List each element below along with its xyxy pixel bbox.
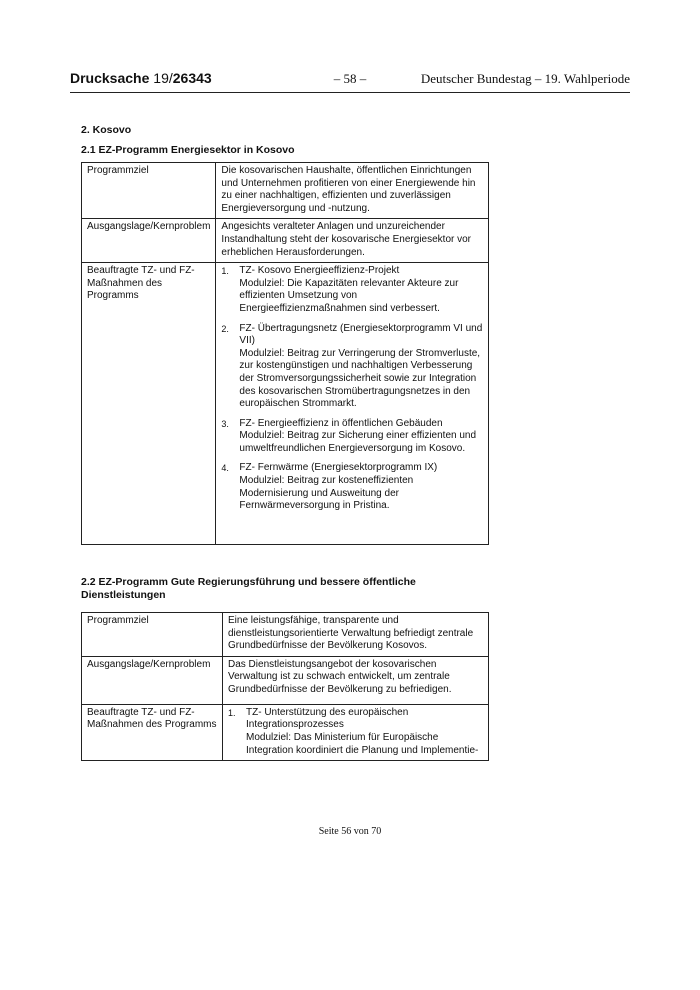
row-label: Ausgangslage/Kernproblem (82, 656, 223, 704)
row-text: Angesichts veralteter Anlagen und unzureichender Instandhaltung steht der kosovarische Energiesektor vor erheblichen Herausforderungen. (216, 219, 489, 263)
row-label: Ausgangslage/Kernproblem (82, 219, 216, 263)
measure-number: 3. (221, 418, 229, 429)
row-label: Programmziel (82, 613, 223, 657)
program1-heading: 2.1 EZ-Programm Energiesektor in Kosovo (81, 144, 295, 156)
measure-number: 2. (221, 323, 229, 334)
row-label: Programmziel (82, 163, 216, 219)
table-row (82, 613, 489, 657)
measure-title: FZ- Energieeffizienz in öffentlichen Gebäuden (239, 417, 443, 429)
list-item (221, 462, 483, 512)
measure-number: 1. (221, 266, 229, 277)
measures-list (221, 265, 483, 513)
table-row (82, 704, 489, 760)
doc-number-prefix: 19/ (153, 70, 173, 86)
measure-goal: Modulziel: Beitrag zur kosteneffizienten Modernisierung und Ausweitung der Fernwärmeversorgung in Pristina. (239, 475, 414, 512)
publisher: Deutscher Bundestag – 19. Wahlperiode (420, 71, 630, 86)
page-marker: – 58 – (333, 71, 367, 86)
measure-title: TZ- Kosovo Energieeffizienz-Projekt (239, 265, 400, 277)
measure-title: FZ- Fernwärme (Energiesektorprogramm IX) (239, 462, 438, 474)
row-text: Die kosovarischen Haushalte, öffentlichen Einrichtungen und Unternehmen profitieren von einer Energiewende hin zu einer nachhaltigen, effizienten und zuverlässigen Energieversorgung und -nutzung. (216, 163, 489, 219)
program1-table (81, 162, 489, 545)
list-item (228, 707, 483, 757)
measure-goal: Modulziel: Beitrag zur Sicherung einer effizienten und umweltfreundlichen Energieversorgung im Kosovo. (239, 430, 477, 454)
measure-goal: Modulziel: Das Ministerium für Europäische Integration koordiniert die Planung und Implementie- (246, 731, 479, 756)
table-row (82, 656, 489, 704)
doc-label: Drucksache (70, 70, 150, 86)
list-item (221, 418, 483, 456)
page-header (70, 70, 630, 93)
row-label: Beauftragte TZ- und FZ-Maßnahmen des Programms (82, 704, 223, 760)
section-title: 2. Kosovo (81, 124, 132, 136)
doc-number-main: 26343 (172, 70, 212, 86)
measure-goal: Modulziel: Beitrag zur Verringerung der Stromverluste, zur kostengünstigen und nachhaltigen Verbesserung der Stromversorgungssicherheit sowie zur Integration des kosovarischen Stromübertragungsnetzes in den europäischen Strommarkt. (239, 347, 481, 410)
measure-number: 4. (221, 463, 229, 474)
measure-title: FZ- Übertragungsnetz (Energiesektorprogramm VI und VII) (239, 322, 483, 347)
row-label: Beauftragte TZ- und FZ-Maßnahmen des Programms (82, 263, 216, 545)
table-row (82, 219, 489, 263)
list-item (221, 323, 483, 411)
measure-goal: Modulziel: Die Kapazitäten relevanter Akteure zur effizienten Umsetzung von Energieeffizienzmaßnahmen sind verbessert. (239, 277, 459, 314)
table-row (82, 263, 489, 545)
measures-cell (223, 704, 489, 760)
program2-heading: 2.2 EZ-Programm Gute Regierungsführung und bessere öffentliche Dienstleistungen (81, 576, 416, 601)
measure-title: TZ- Unterstützung des europäischen Integrationsprozesses (246, 706, 409, 731)
program2-table (81, 612, 489, 761)
measures-cell (216, 263, 489, 545)
measure-number: 1. (228, 707, 236, 718)
measures-list (228, 707, 483, 757)
list-item (221, 265, 483, 315)
page-footer: Seite 56 von 70 (318, 826, 382, 837)
row-text: Das Dienstleistungsangebot der kosovarischen Verwaltung ist zu schwach entwickelt, um zentrale Grundbedürfnisse der Bevölkerung zu befriedigen. (223, 656, 489, 704)
table-row (82, 163, 489, 219)
row-text: Eine leistungsfähige, transparente und dienstleistungsorientierte Verwaltung befriedigt zentrale Grundbedürfnisse der Bevölkerung Kosovos. (223, 613, 489, 657)
